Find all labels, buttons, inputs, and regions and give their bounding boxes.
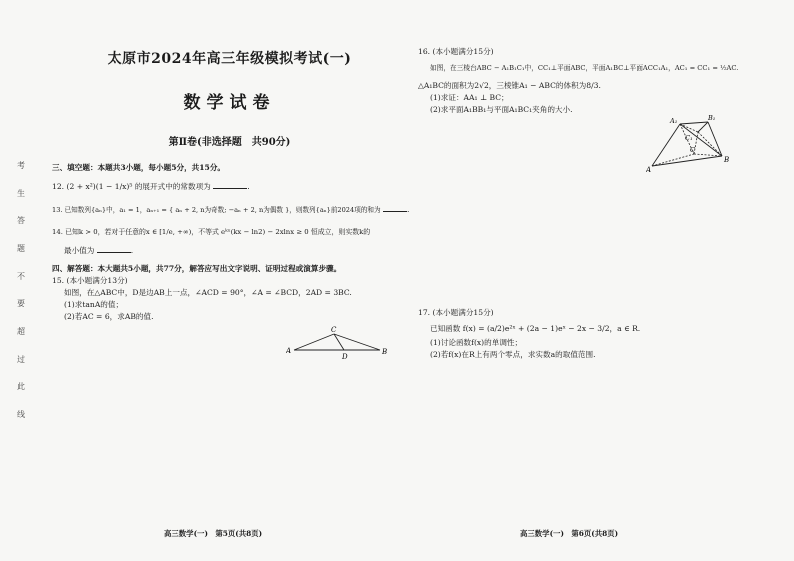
- part-title: 第Ⅱ卷(非选择题 共90分): [168, 137, 291, 148]
- label-c1: C₁: [685, 134, 693, 142]
- left-column: [52, 46, 410, 361]
- section-3-heading: 三、填空题：本题共3小题，每小题5分，共15分。: [52, 163, 226, 172]
- label-a: A: [646, 166, 652, 174]
- question-12: 12. (2 + x²)(1 − 1/x)⁵ 的展开式中的常数项为 .: [52, 182, 250, 191]
- margin-char: 超: [17, 326, 25, 336]
- margin-char: 答: [17, 216, 25, 226]
- question-14-line1: 14. 已知k > 0，若对于任意的x ∈ [1/e, +∞)，不等式 eᵏˣ(kx − ln2) − 2xlnx ≥ 0 恒成立，则实数k的: [52, 228, 371, 236]
- margin-char: 题: [17, 243, 25, 253]
- margin-char: 过: [17, 354, 25, 364]
- question-15-title: 15. (本小题满分13分): [52, 276, 128, 285]
- margin-char: 要: [17, 299, 25, 309]
- question-13: 13. 已知数列{aₙ}中，a₁ = 1，aₙ₊₁ = { aₙ + 2, n为奇数; −aₙ + 2, n为偶数 }，则数列{aₙ}前2024项的和为 .: [52, 205, 410, 214]
- question-14: [52, 226, 407, 238]
- question-15-body: 如图，在△ABC中，D是边AB上一点，∠ACD = 90°，∠A = ∠BCD，2AD = 3BC.: [64, 288, 352, 297]
- answer-blank: [383, 203, 407, 212]
- label-b: B: [382, 348, 388, 356]
- margin-char: 生: [17, 188, 25, 198]
- label-b1: B₁: [708, 114, 716, 122]
- margin-char: 不: [17, 271, 25, 281]
- question-16-body-1: 如图，在三棱台ABC − A₁B₁C₁中，CC₁⊥平面ABC，平面A₁BC⊥平面ACC₁A₁，AC₁ = CC₁ = ½AC.: [430, 64, 739, 72]
- right-column: [418, 46, 768, 361]
- margin-char: 此: [17, 382, 25, 392]
- label-c: C: [331, 326, 337, 334]
- question-16-part2: (2)求平面A₁BB₁与平面A₁BC₁夹角的大小.: [430, 105, 573, 114]
- question-17-body: 已知函数 f(x) = (a/2)e²ˣ + (2a − 1)eˣ − 2x − 3/2，a ∈ R.: [430, 324, 641, 333]
- question-13-text: 13. 已知数列{aₙ}中，a₁ = 1，aₙ₊₁ = { aₙ + 2, n为奇数; −aₙ + 2, n为偶数 }，则数列{aₙ}前2024项的和为: [52, 206, 381, 214]
- question-15-part1: (1)求tanA的值；: [64, 300, 124, 309]
- exam-title: 太原市2024年高三年级模拟考试(一): [107, 51, 352, 67]
- question-14-cont: 最小值为 .: [64, 246, 134, 255]
- question-16-body-2: △A₁BC的面积为2√2，三棱锥A₁ − ABC的体积为8/3.: [418, 81, 601, 90]
- question-15-part2: (2)若AC = 6，求AB的值.: [64, 312, 154, 321]
- subject-title: 数学试卷: [183, 93, 276, 113]
- footer-right: 高三数学(一) 第6页(共8页): [520, 529, 619, 538]
- question-17-part1: (1)讨论函数f(x)的单调性；: [430, 338, 523, 347]
- answer-blank: [97, 244, 131, 253]
- answer-blank: [213, 180, 247, 189]
- margin-char: 线: [17, 409, 25, 419]
- footer-left: 高三数学(一) 第5页(共8页): [164, 529, 263, 538]
- label-c: C: [690, 146, 695, 154]
- question-17-title: 17. (本小题满分15分): [418, 308, 494, 317]
- label-a: A: [286, 347, 292, 355]
- label-b: B: [724, 156, 730, 164]
- frustum-figure-16: [646, 114, 756, 184]
- section-4-heading: 四、解答题：本大题共5小题，共77分，解答应写出文字说明、证明过程或演算步骤。: [52, 264, 342, 273]
- label-a1: A₁: [670, 117, 678, 125]
- triangle-figure-15: [286, 326, 396, 366]
- question-14-line2: 最小值为: [64, 246, 95, 255]
- margin-char: 考: [17, 161, 25, 170]
- label-d: D: [342, 353, 348, 361]
- question-12-text: 12. (2 + x²)(1 − 1/x)⁵ 的展开式中的常数项为: [52, 182, 211, 191]
- question-16-title: 16. (本小题满分15分): [418, 47, 494, 56]
- binding-margin: [14, 160, 28, 420]
- question-17-part2: (2)若f(x)在R上有两个零点，求实数a的取值范围.: [430, 350, 596, 359]
- question-16-part1: (1)求证：AA₁ ⊥ BC；: [430, 93, 509, 102]
